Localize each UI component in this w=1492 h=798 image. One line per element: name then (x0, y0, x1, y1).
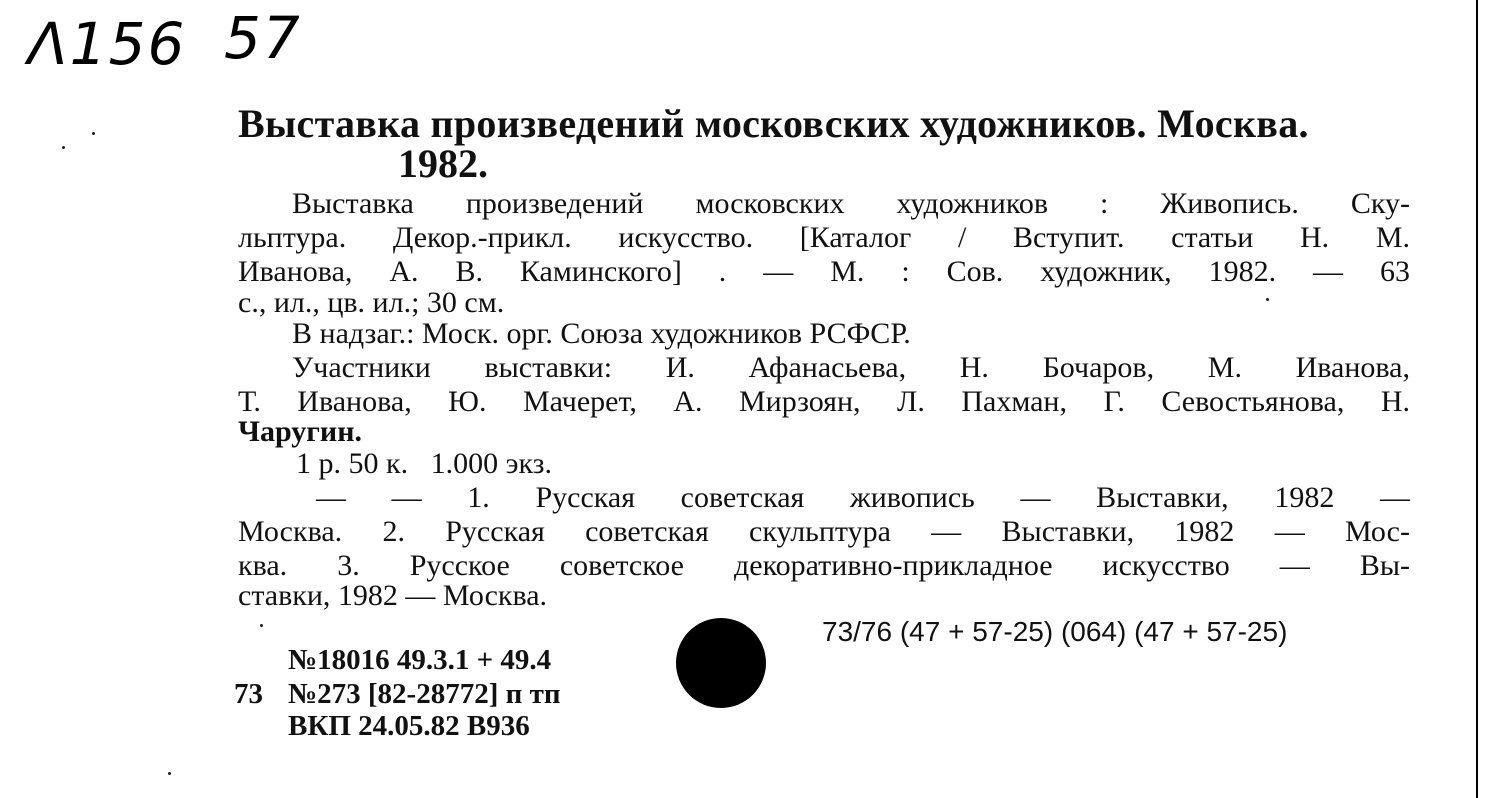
body-line-1: Выставка произведений московских художников : Живопись. Ску- (292, 187, 1410, 220)
subject-line-3: ква. 3. Русское советское декоративно-прикладное искусство — Вы- (238, 549, 1410, 582)
speck (168, 772, 171, 775)
footer-line-1: №18016 49.3.1 + 49.4 (288, 644, 552, 676)
body-line-8: Чаругин. (238, 415, 362, 448)
speck (62, 146, 65, 149)
card-heading-year: 1982. (398, 141, 488, 186)
body-line-7: Т. Иванова, Ю. Мачерет, А. Мирзоян, Л. Пахман, Г. Севостьянова, Н. (238, 385, 1410, 418)
footer-line-2: №273 [82-28772] п тп (288, 678, 561, 710)
body-line-6: Участники выставки: И. Афанасьева, Н. Бочаров, М. Иванова, (292, 351, 1410, 384)
body-line-3: Иванова, А. В. Каминского] . — М. : Сов. художник, 1982. — 63 (238, 255, 1410, 288)
footer-number: 73 (234, 678, 263, 710)
subject-line-4: ставки, 1982 — Москва. (238, 579, 548, 612)
speck (92, 132, 95, 135)
subject-line-2: Москва. 2. Русская советская скульптура — Выставки, 1982 — Мос- (238, 515, 1410, 548)
body-line-4: с., ил., цв. ил.; 30 см. (238, 286, 505, 319)
body-line-5: В надзаг.: Моск. орг. Союза художников РСФСР. (292, 317, 911, 350)
card-heading: Выставка произведений московских художников. Москва. (238, 101, 1309, 146)
footer-line-3: ВКП 24.05.82 В936 (288, 710, 530, 742)
handwritten-superscript: 57 (224, 4, 302, 72)
speck (1266, 298, 1269, 301)
classification-index: 73/76 (47 + 57-25) (064) (47 + 57-25) (822, 616, 1288, 647)
body-line-2: льптура. Декор.-прикл. искусство. [Каталог / Вступит. статьи Н. М. (238, 221, 1410, 254)
card-edge (1476, 0, 1478, 798)
ink-blot (676, 618, 766, 708)
handwritten-shelfmark (28, 4, 302, 78)
handwritten-code: Λ156 (28, 10, 187, 78)
subject-line-1: — — 1. Русская советская живопись — Выставки, 1982 — (316, 481, 1410, 514)
speck (260, 624, 263, 627)
price-line: 1 р. 50 к. 1.000 экз. (296, 447, 552, 480)
